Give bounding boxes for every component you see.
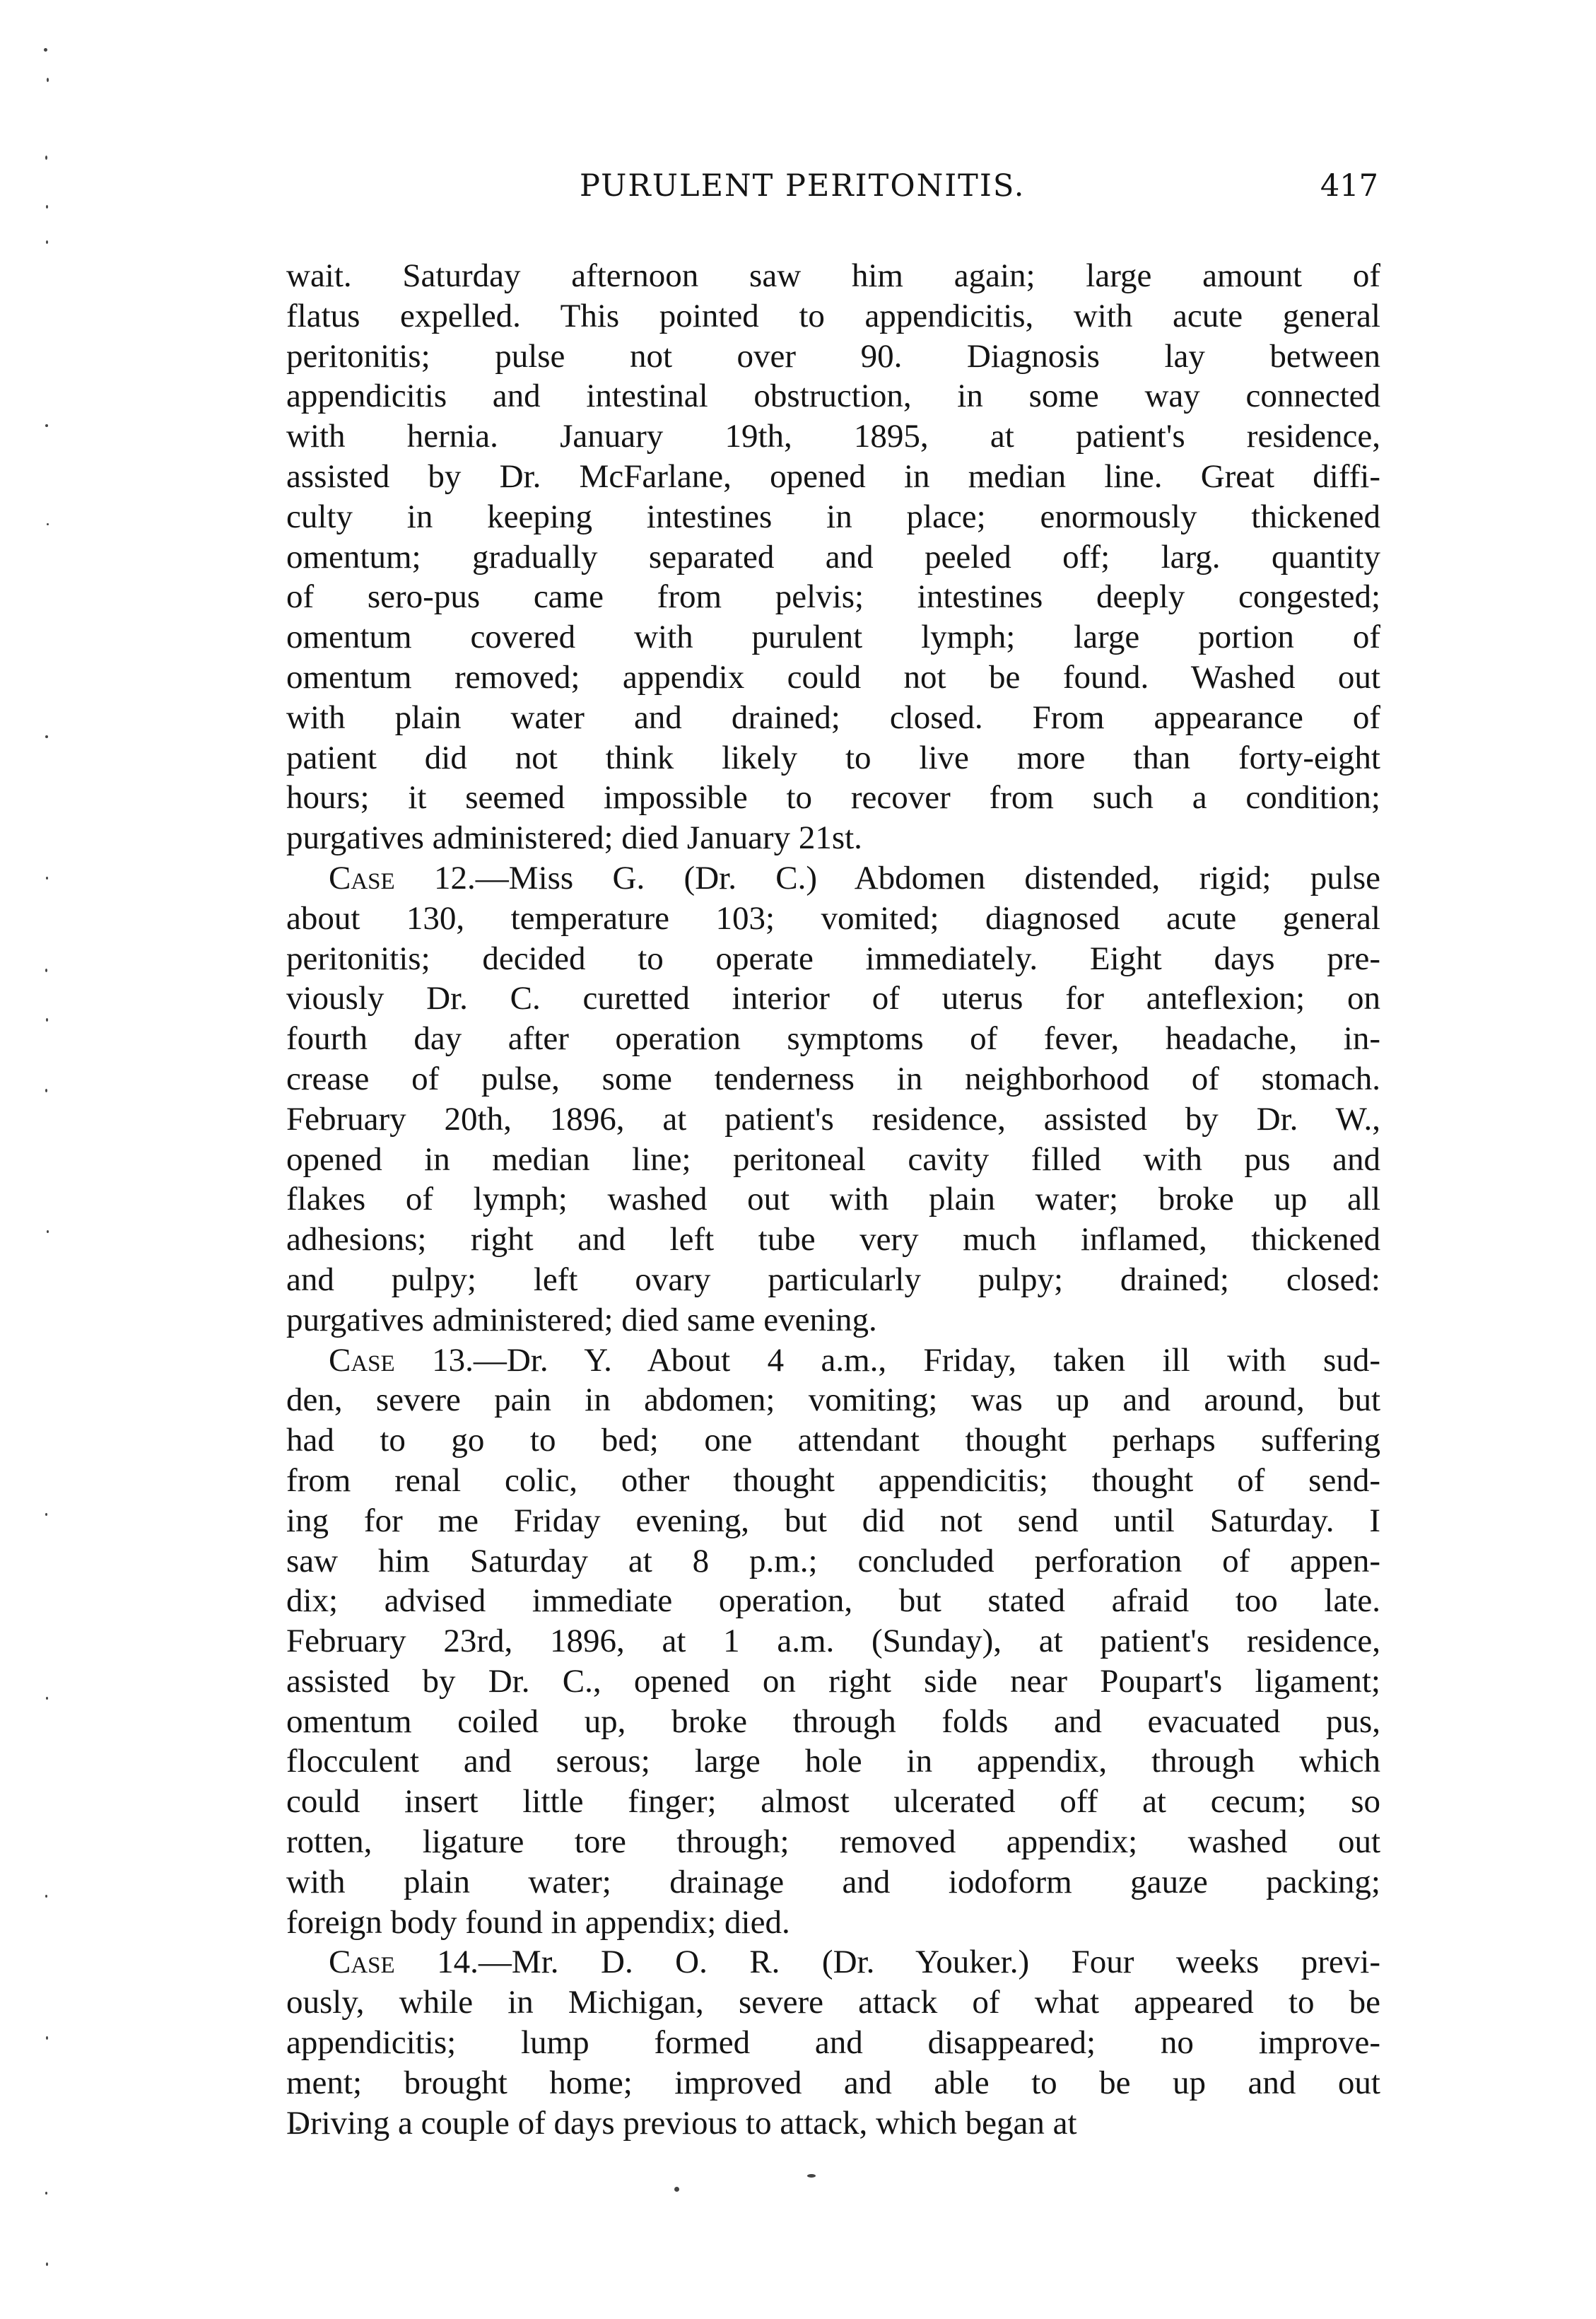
text-line: patient did not think likely to live more than forty-eight	[286, 739, 1380, 776]
scan-speck	[674, 2187, 679, 2192]
text-line: purgatives administered; died January 21st.	[286, 819, 862, 857]
text-line: peritonitis; pulse not over 90. Diagnosis lay between	[286, 337, 1380, 375]
text-line: could insert little finger; almost ulcerated off at cecum; so	[286, 1783, 1380, 1821]
body-text	[286, 256, 1380, 2143]
text-line: fourth day after operation symptoms of fever, headache, in-	[286, 1020, 1380, 1058]
scan-speck	[807, 2174, 816, 2178]
text-line: ing for me Friday evening, but did not send until Saturday. I	[286, 1502, 1380, 1539]
text-line: Driving a couple of days previous to attack, which began at	[286, 2104, 1077, 2142]
text-line: den, severe pain in abdomen; vomiting; was up and around, but	[286, 1382, 1380, 1419]
text-line: hours; it seemed impossible to recover from such a condition;	[286, 779, 1380, 817]
text-line: omentum removed; appendix could not be found. Washed out	[286, 658, 1380, 696]
text-line: had to go to bed; one attendant thought perhaps suffering	[286, 1422, 1380, 1459]
text-line: appendicitis; lump formed and disappeared; no improve-	[286, 2024, 1380, 2062]
text-line: flocculent and serous; large hole in appendix, through which	[286, 1743, 1380, 1780]
text-line: purgatives administered; died same evening.	[286, 1301, 877, 1338]
text-line: assisted by Dr. C., opened on right side near Poupart's ligament;	[286, 1662, 1380, 1700]
case-label: Case	[329, 859, 395, 896]
text-line: ously, while in Michigan, severe attack of what appeared to be	[286, 1984, 1380, 2021]
text-line: with hernia. January 19th, 1895, at patient's residence,	[286, 418, 1380, 455]
text-line: omentum covered with purulent lymph; large portion of	[286, 619, 1380, 656]
scan-margin-specks	[35, 28, 57, 2291]
text-line: omentum; gradually separated and peeled off; larg. quantity	[286, 538, 1380, 576]
text-line: rotten, ligature tore through; removed appendix; washed out	[286, 1823, 1380, 1861]
text-line	[286, 858, 1380, 899]
text-line: flatus expelled. This pointed to appendicitis, with acute general	[286, 297, 1380, 334]
paragraph	[286, 858, 1380, 1340]
running-title: PURULENT PERITONITIS.	[580, 168, 1026, 204]
text-line: saw him Saturday at 8 p.m.; concluded perforation of appen-	[286, 1542, 1380, 1579]
text-line: assisted by Dr. McFarlane, opened in median line. Great diffi-	[286, 457, 1380, 495]
text-line: crease of pulse, some tenderness in neighborhood of stomach.	[286, 1060, 1380, 1097]
text-line	[286, 1942, 1380, 1982]
text-line: ment; brought home; improved and able to be up and out	[286, 2064, 1380, 2101]
text-line: with plain water; drainage and iodoform gauze packing;	[286, 1863, 1380, 1900]
text-line: about 130, temperature 103; vomited; diagnosed acute general	[286, 899, 1380, 937]
paragraph	[286, 1340, 1380, 1943]
text-line: with plain water and drained; closed. From appearance of	[286, 699, 1380, 736]
text-line: of sero-pus came from pelvis; intestines deeply congested;	[286, 578, 1380, 616]
text-line: dix; advised immediate operation, but stated afraid too late.	[286, 1582, 1380, 1620]
running-header	[283, 168, 1378, 218]
text-line: culty in keeping intestines in place; enormously thickened	[286, 498, 1380, 535]
text-line: from renal colic, other thought appendicitis; thought of send-	[286, 1461, 1380, 1499]
text-line: and pulpy; left ovary particularly pulpy; drained; closed:	[286, 1261, 1380, 1298]
paragraph	[286, 1942, 1380, 2143]
case-line-text: 14.—Mr. D. O. R. (Dr. Youker.) Four weeks previ-	[394, 1944, 1380, 1981]
text-line: February 20th, 1896, at patient's residence, assisted by Dr. W.,	[286, 1100, 1380, 1138]
text-line: foreign body found in appendix; died.	[286, 1903, 790, 1941]
text-line: appendicitis and intestinal obstruction, in some way connected	[286, 378, 1380, 415]
text-line	[286, 1340, 1380, 1381]
case-line-text: 13.—Dr. Y. About 4 a.m., Friday, taken ill with sud-	[394, 1341, 1380, 1379]
text-line: February 23rd, 1896, at 1 a.m. (Sunday), at patient's residence,	[286, 1623, 1380, 1660]
text-line: adhesions; right and left tube very much inflamed, thickened	[286, 1221, 1380, 1258]
text-line: opened in median line; peritoneal cavity filled with pus and	[286, 1140, 1380, 1178]
text-line: flakes of lymph; washed out with plain water; broke up all	[286, 1181, 1380, 1218]
case-line-text: 12.—Miss G. (Dr. C.) Abdomen distended, rigid; pulse	[394, 859, 1380, 896]
case-label: Case	[329, 1341, 395, 1379]
case-label: Case	[329, 1944, 395, 1981]
text-line: omentum coiled up, broke through folds and evacuated pus,	[286, 1702, 1380, 1740]
text-line: peritonitis; decided to operate immediately. Eight days pre-	[286, 940, 1380, 977]
text-line: viously Dr. C. curetted interior of uterus for anteflexion; on	[286, 980, 1380, 1017]
paragraph	[286, 256, 1380, 858]
page-number: 417	[1320, 168, 1378, 204]
text-line: wait. Saturday afternoon saw him again; large amount of	[286, 257, 1380, 294]
